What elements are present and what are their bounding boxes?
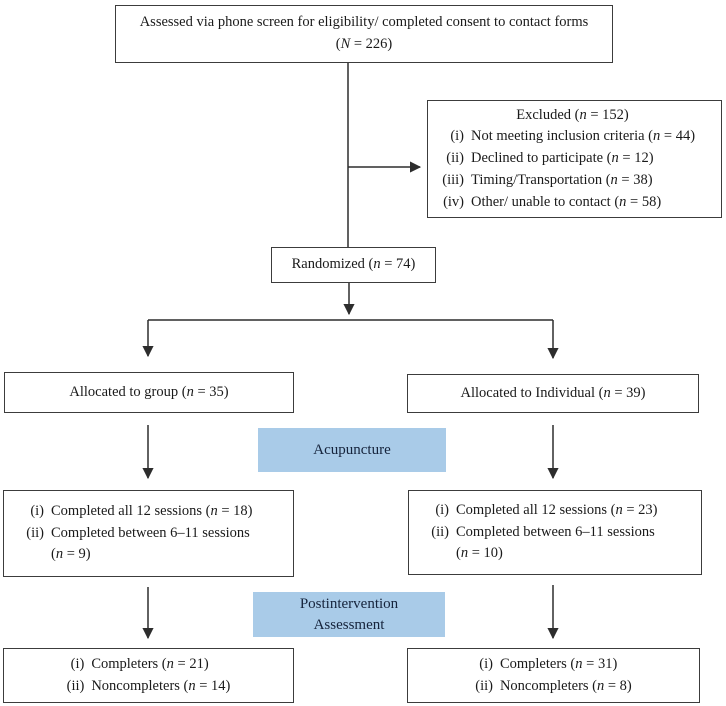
list-numeral: (i) — [450, 128, 464, 145]
acupuncture-label-box — [258, 428, 446, 472]
postintervention-label-box — [253, 592, 445, 637]
list-numeral: (iii) — [442, 171, 464, 188]
list-item: Not meeting inclusion criteria (n = 44) — [471, 128, 696, 145]
list-numeral: (ii) — [475, 677, 493, 694]
list-item: Completed between 6–11 sessions — [456, 523, 655, 540]
postintervention-line1: Postintervention — [299, 595, 399, 612]
excluded-list — [432, 126, 713, 213]
outcome-individual-list — [475, 654, 632, 698]
allocated-individual-box — [407, 374, 699, 413]
sessions-group-list — [20, 501, 285, 566]
postintervention-line2: Assessment — [313, 616, 385, 633]
acupuncture-text: Acupuncture — [313, 441, 391, 458]
list-item: Completed all 12 sessions (n = 23) — [456, 501, 658, 518]
outcome-group-box — [3, 648, 294, 703]
list-numeral: (i) — [435, 501, 449, 518]
list-numeral: (i) — [70, 655, 85, 672]
list-item-continuation: (n = 9) — [51, 546, 91, 563]
list-item: Timing/Transportation (n = 38) — [471, 171, 653, 188]
sessions-group-box — [3, 490, 294, 577]
list-numeral: (iv) — [443, 193, 464, 210]
assessed-box — [115, 5, 613, 63]
list-numeral — [20, 544, 44, 566]
assessed-text: Assessed via phone screen for eligibility/ completed consent to contact forms — [139, 14, 589, 31]
list-numeral: (i) — [30, 502, 44, 519]
list-numeral: (ii) — [446, 150, 464, 167]
list-item-continuation: (n = 10) — [456, 545, 503, 562]
sessions-individual-list — [425, 500, 693, 565]
list-numeral: (i) — [479, 655, 493, 672]
randomized-text: Randomized (n = 74) — [291, 256, 416, 273]
outcome-individual-box — [407, 648, 700, 703]
assessed-n: (N = 226) — [335, 36, 393, 52]
outcome-group-list — [67, 654, 231, 698]
list-numeral: (ii) — [431, 523, 449, 540]
list-numeral: (ii) — [26, 524, 44, 541]
excluded-title: Excluded (n = 152) — [516, 106, 629, 123]
list-numeral — [425, 543, 449, 565]
randomized-box — [271, 247, 436, 283]
sessions-individual-box — [408, 490, 702, 575]
allocated-group-text: Allocated to group (n = 35) — [69, 383, 229, 400]
list-item: Other/ unable to contact (n = 58) — [471, 193, 662, 210]
allocated-group-box — [4, 372, 294, 413]
list-item: Completed between 6–11 sessions — [51, 524, 250, 541]
list-item: Completers (n = 21) — [91, 655, 209, 672]
list-numeral: (ii) — [66, 677, 85, 694]
list-item: Completed all 12 sessions (n = 18) — [51, 502, 253, 519]
excluded-box — [427, 100, 722, 218]
list-item: Noncompleters (n = 14) — [91, 677, 231, 694]
list-item: Completers (n = 31) — [499, 655, 618, 672]
allocated-individual-text: Allocated to Individual (n = 39) — [460, 384, 646, 401]
list-item: Declined to participate (n = 12) — [471, 150, 654, 167]
list-item: Noncompleters (n = 8) — [499, 677, 632, 694]
